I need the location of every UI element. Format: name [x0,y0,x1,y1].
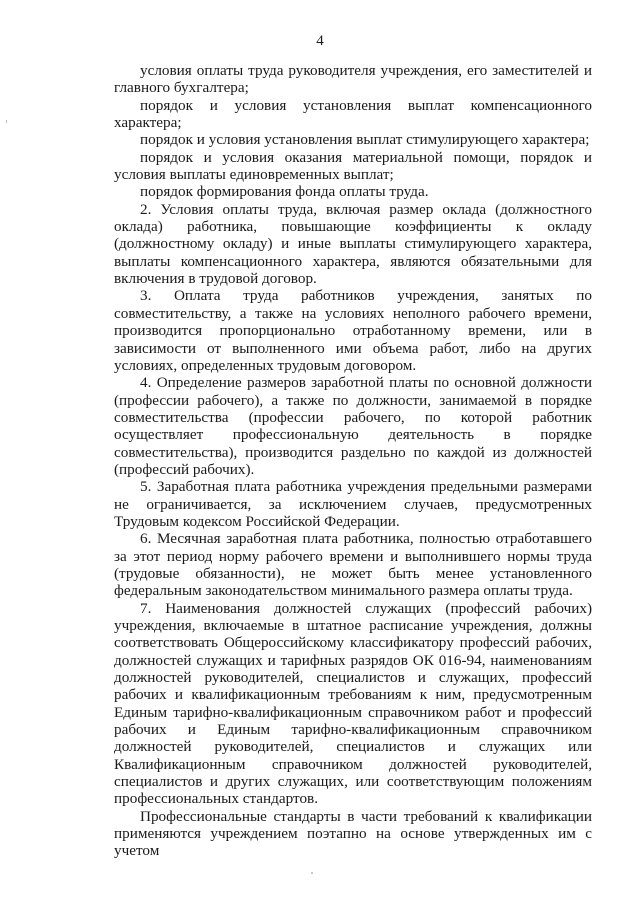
paragraph-item-3: 3. Оплата труда работников учреждения, занятых по совместительству, а также на условиях неполного рабочего времени, производится пропорционально отработанному времени, или в зависимости от выполненного ими объема работ, либо на других условиях, определенных трудовым договором. [114,287,592,374]
paragraph-item-2: 2. Условия оплаты труда, включая размер оклада (должностного оклада) работника, повышающие коэффициенты к окладу (должностному окладу) и иные выплаты стимулирующего характера, выплаты компенсационного характера, являются обязательными для включения в трудовой договор. [114,200,592,288]
paragraph-item-7: 7. Наименования должностей служащих (профессий рабочих) учреждения, включаемые в штатное расписание учреждения, должны соответствовать Общероссийскому классификатору профессий рабочих, должностей служащих и тарифных разрядов ОК 016-94, наименованиям должностей руководителей, специалистов и служащих, профессий рабочих и квалификационным требованиям к ним, предусмотренным Единым тарифно-квалификационным справочником работ и профессий рабочих и Единым тарифно-квалификационным справочником должностей руководителей, специалистов и служащих или Квалификационным справочником должностей руководителей, специалистов и других служащих, или соответствующим положениям профессиональных стандартов. [114,599,592,808]
scan-artifact-mark [6,120,7,123]
paragraph-2: порядок и условия установления выплат компенсационного характера; [114,96,592,132]
paragraph-1: условия оплаты труда руководителя учреждения, его заместителей и главного бухгалтера; [114,62,592,97]
document-body [114,62,592,860]
paragraph-item-6: 6. Месячная заработная плата работника, полностью отработавшего за этот период норму рабочего времени и выполнившего нормы труда (трудовые обязанности), не может быть менее установленного федеральным законодательством минимального размера оплаты труда. [114,530,592,600]
paragraph-3: порядок и условия установления выплат стимулирующего характера; [140,131,590,149]
paragraph-5: порядок формирования фонда оплаты труда. [140,183,429,201]
paragraph-4: порядок и условия оказания материальной помощи, порядок и условия выплаты единовременных выплат; [114,148,592,184]
paragraph-item-5: 5. Заработная плата работника учреждения предельными размерами не ограничивается, за исключением случаев, предусмотренных Трудовым кодексом Российской Федерации. [114,478,592,530]
paragraph-professional-standards: Профессиональные стандарты в части требований к квалификации применяются учреждением поэтапно на основе утвержденных им с учетом [114,807,592,860]
paragraph-item-4: 4. Определение размеров заработной платы по основной должности (профессии рабочего), а также по должности, занимаемой в порядке совместительства (профессии рабочего, по которой работник осуществляет профессиональную деятельность в порядке совместительства), производится раздельно по каждой из должностей (профессий рабочих). [114,374,592,478]
page-number: 4 [316,33,324,49]
scan-artifact-dot [311,872,313,874]
